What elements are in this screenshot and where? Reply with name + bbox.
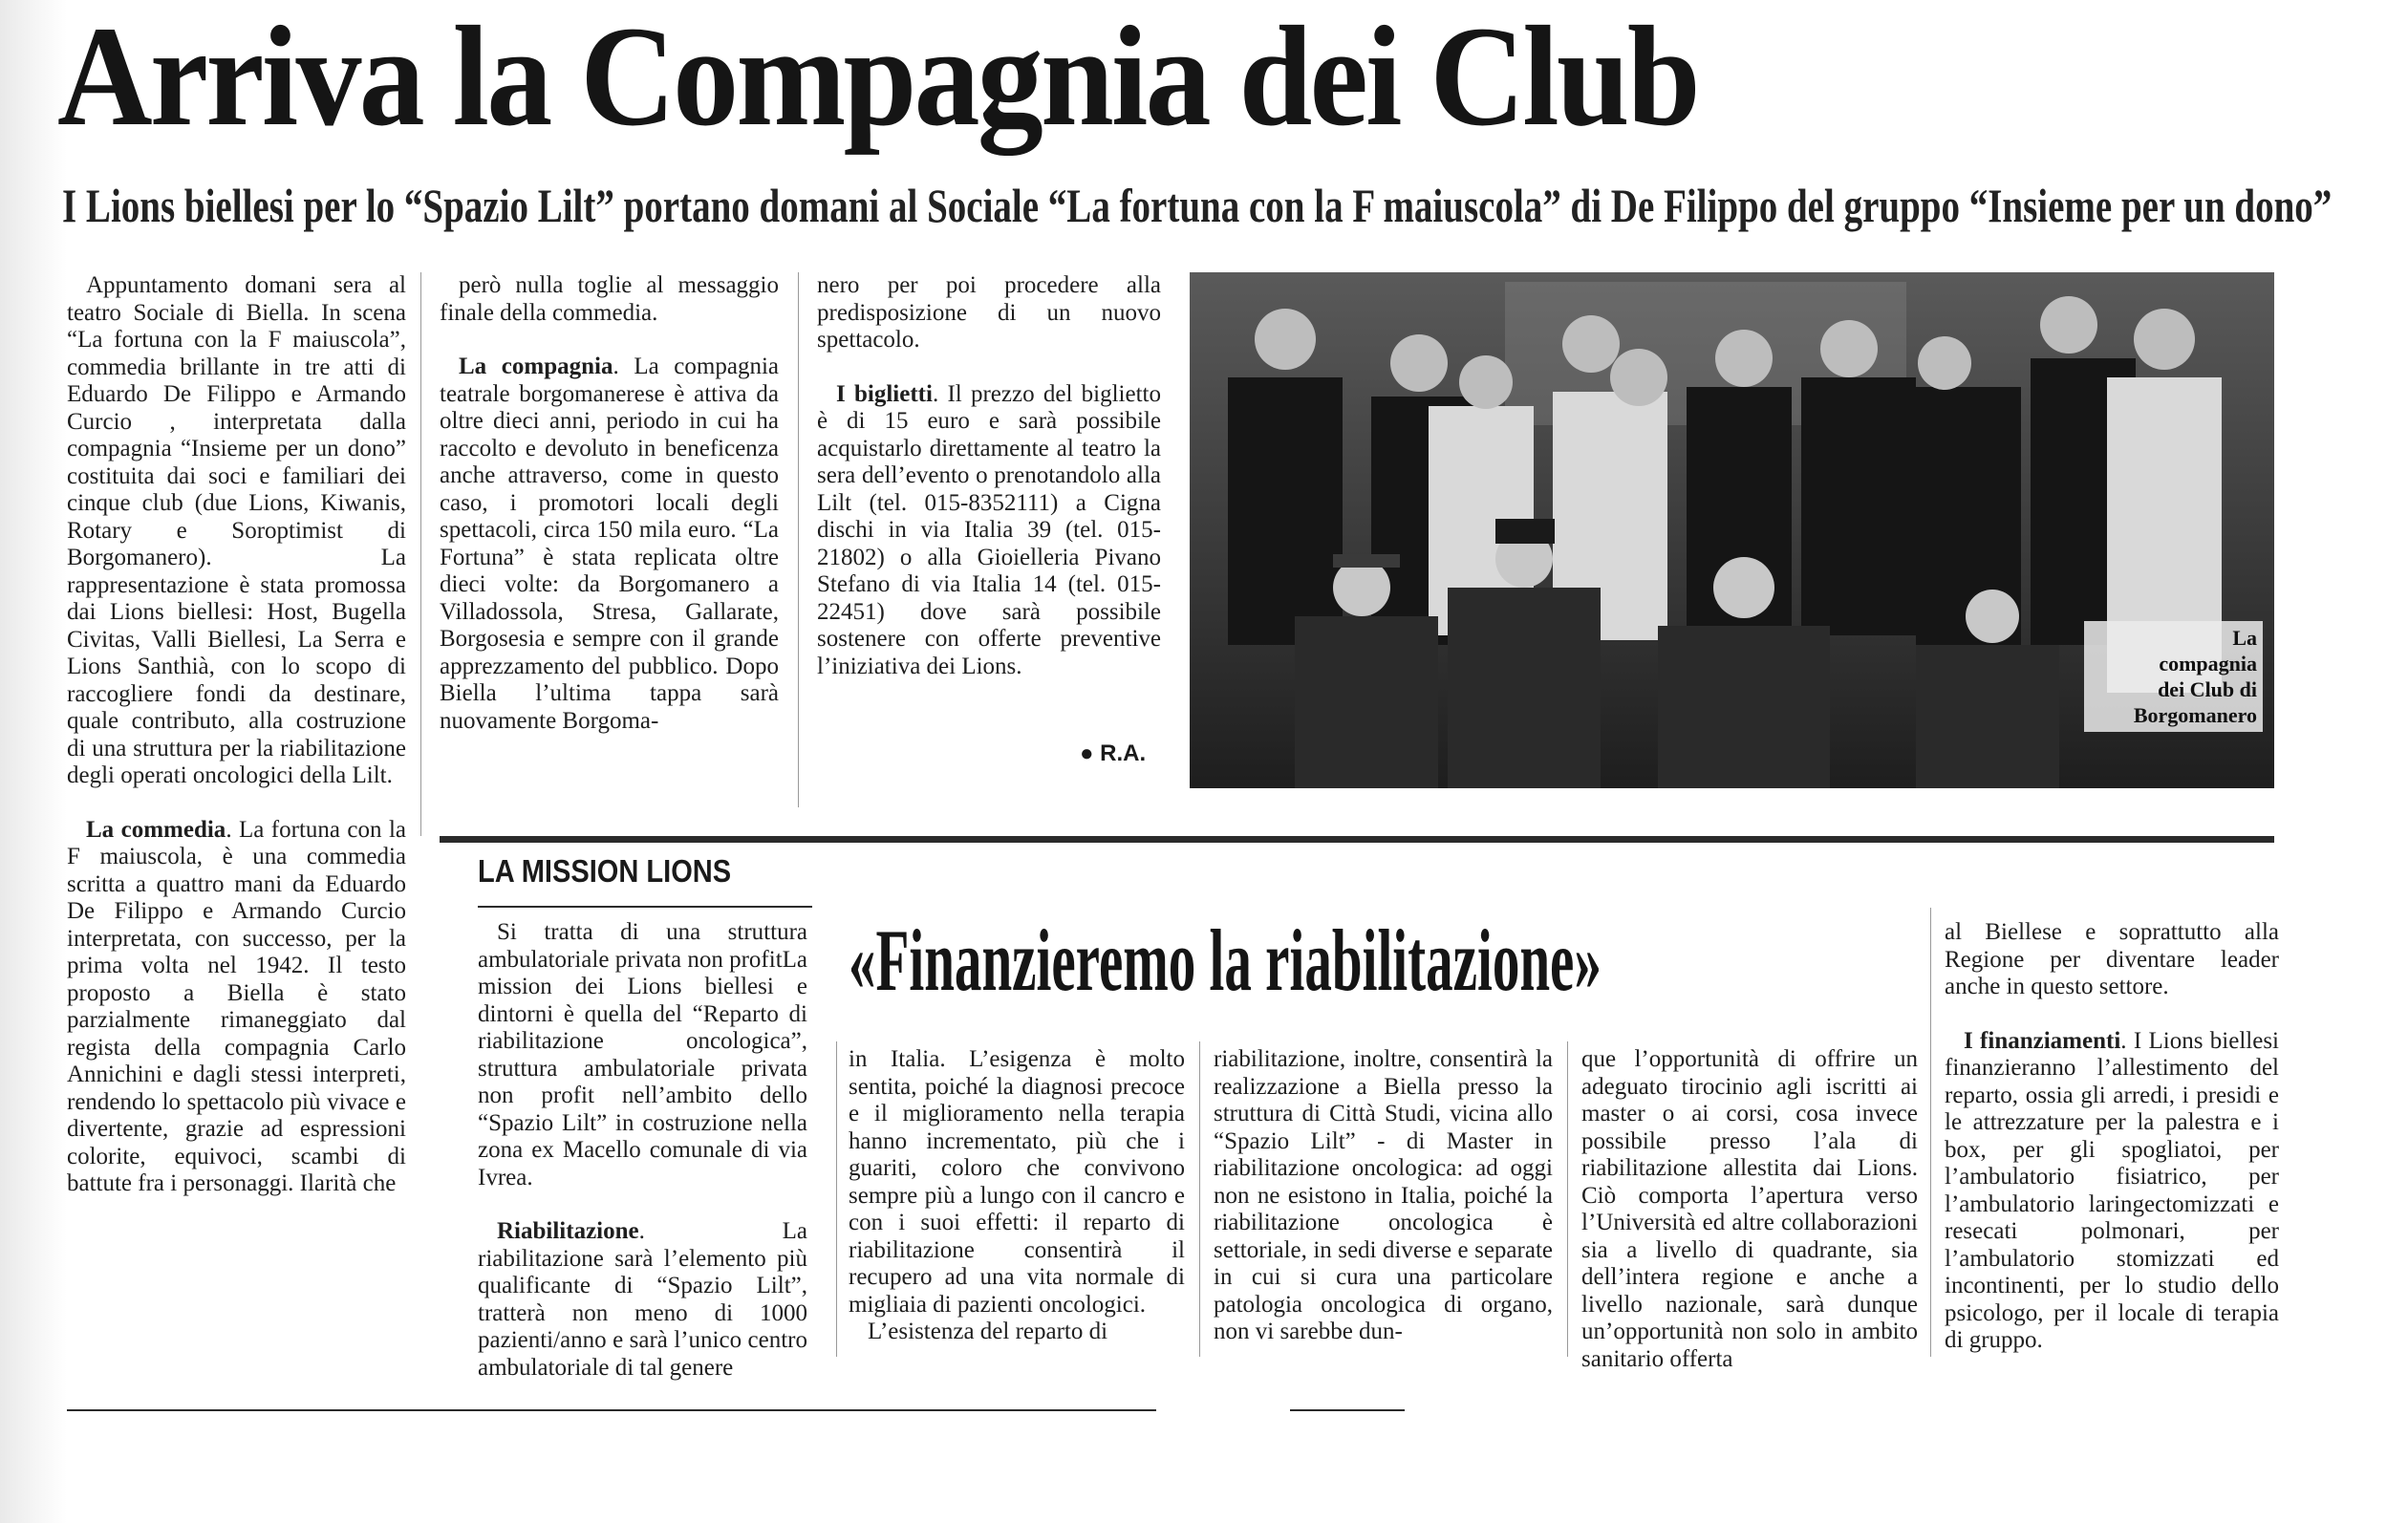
column-divider-4 [1199, 1041, 1200, 1357]
box-column-5 [1945, 919, 2279, 1355]
box-column-2-closing: L’esistenza del reparto di [868, 1319, 1108, 1344]
box-column-1 [478, 919, 807, 1382]
column-2-continuation: però nulla toglie al messaggio finale della commedia. [440, 272, 779, 326]
box-column-4-text: que l’opportunità di offrire un adeguato tirocinio agli iscritti ai master o ai corsi, cosa invece possibile presso l’ala di riabilitazione allestita dai Lions. Ciò comporta l’apertura verso l’Università ed altre collaborazioni sia a livello di quadrante, sia dell’intera regione e anche a livello nazionale, sarà dunque un’opportunità non solo in ambito sanitario offerta [1581, 1046, 1918, 1372]
column-3-continuation: nero per poi procedere alla predisposizione di un nuovo spettacolo. [817, 272, 1161, 353]
article-column-3 [817, 272, 1161, 680]
bottom-rule-left [67, 1409, 1156, 1411]
section-lead-biglietti: I biglietti [836, 380, 933, 407]
box-column-2 [849, 1046, 1185, 1346]
column-divider-3 [836, 1041, 837, 1357]
column-2-compagnia [440, 354, 779, 735]
section-lead-commedia: La commedia [86, 816, 226, 843]
column-1-commedia [67, 817, 406, 1198]
box-column-5-continuation: al Biellese e soprattutto alla Regione per diventare leader anche in questo settore. [1945, 919, 2279, 999]
column-1-commedia-text: . La fortuna con la F maiuscola, è una commedia scritta a quattro mani da Eduardo De Filippo e Armando Curcio interpretata, con successo, per la prima volta nel 1942. Il testo proposto a Biella è stato parzialmente rimaneggiato dal regista della compagnia Carlo Annichini e dagli stessi interpreti, rendendo lo spettacolo più vivace e divertente, grazie ad espressioni colorite, equivoci, scambi di battute fra i personaggi. Ilarità che [67, 816, 406, 1196]
box-column-1-intro: Si tratta di una struttura ambulatoriale privata non profitLa mission dei Lions biellesi e dintorni è quella del “Reparto di riabilitazione oncologica”, struttura ambulatoriale privata non profit nell’ambito dello “Spazio Lilt” in costruzione nella zona ex Macello comunale di via Ivrea. [478, 919, 808, 1191]
scan-shadow [0, 0, 67, 1523]
column-divider-5 [1567, 1041, 1568, 1357]
article-column-1 [67, 272, 406, 1198]
photo-caption-line-2: compagnia [2159, 652, 2257, 676]
box-top-rule [440, 836, 2274, 843]
section-lead-finanziamenti: I finanziamenti [1964, 1027, 2121, 1054]
article-column-2 [440, 272, 779, 735]
column-2-compagnia-text: . La compagnia teatrale borgomanerese è attiva da oltre dieci anni, periodo in cui ha raccolto e devoluto in beneficenza anche attraverso, come in questo caso, i promotori locali degli spettacoli, circa 150 mila euro. “La Fortuna” è stata replicata oltre dieci volte: da Borgomanero a Villadossola, Stresa, Gallarate, Borgosesia e sempre con il grande apprezzamento del pubblico. Dopo Biella l’ultima tappa sarà nuovamente Borgoma- [440, 354, 779, 734]
photo-caption-line-1: La [2232, 626, 2257, 650]
column-divider-1 [420, 272, 421, 836]
box-column-1-riabilitazione-text: . La riabilitazione sarà l’elemento più qualificante di “Spazio Lilt”, tratterà non meno di 1000 pazienti/anno e sarà l’unico centro ambulatoriale di tal genere [478, 1218, 807, 1381]
column-divider-2 [798, 272, 799, 807]
section-lead-compagnia: La compagnia [459, 354, 613, 379]
headline: Arriva la Compagnia dei Club [57, 0, 1698, 156]
box-column-3 [1214, 1046, 1553, 1346]
box-column-4 [1581, 1046, 1918, 1373]
section-lead-riabilitazione: Riabilitazione [497, 1218, 639, 1244]
photo-caption-line-4: Borgomanero [2133, 703, 2257, 727]
box-column-2-text: in Italia. L’esigenza è molto sentita, poiché la diagnosi precoce e il miglioramento nella terapia hanno incrementato, più che i guariti, coloro che convivono sempre più a lungo con il cancro e con i suoi effetti: il reparto di riabilitazione consentirà il recupero ad una vita normale di migliaia di pazienti oncologici. [849, 1046, 1185, 1318]
column-1-intro: Appuntamento domani sera al teatro Sociale di Biella. In scena “La fortuna con la F maiuscola”, commedia brillante in tre atti di Eduardo De Filippo e Armando Curcio , interpretata dalla compagnia “Insieme per un dono” costituita dai soci e familiari dei cinque club (due Lions, Kiwanis, Rotary e Soroptimist di Borgomanero). La rappresentazione è stata promossa dai Lions biellesi: Host, Bugella Civitas, Valli Biellesi, La Serra e Lions Santhià, con lo scopo di raccogliere fondi da destinare, quale contributo, alla costruzione di una struttura per la riabilitazione degli operati oncologici della Lilt. [67, 272, 406, 788]
box-column-3-text: riabilitazione, inoltre, consentirà la realizzazione a Biella presso la struttura di Città Studi, vicina allo “Spazio Lilt” - di Master in riabilitazione oncologica: ad oggi non ne esistono in Italia, poiché la riabilitazione oncologica è settoriale, in sedi diverse e separate in cui si cura una particolare patologia oncologica di organo, non vi sarebbe dun- [1214, 1046, 1553, 1344]
author-signature: ● R.A. [1080, 740, 1147, 766]
box-title-underline [478, 906, 812, 908]
group-photo [1190, 272, 2274, 788]
photo-caption [2084, 621, 2263, 732]
column-3-biglietti-text: . Il prezzo del biglietto è di 15 euro e sarà possibile acquistarlo direttamente al teatro la sera dell’evento o prenotandolo alla Lilt (tel. 015-8352111) a Cigna dischi in via Italia 39 (tel. 015-21802) o alla Gioielleria Pivano Stefano di via Italia 14 (tel. 015-22451) dove sarà possibile sostenere con offerte preventive l’iniziativa dei Lions. [817, 380, 1161, 679]
box-column-5-finanziamenti-text: . I Lions biellesi finanzieranno l’allestimento del reparto, ossia gli arredi, i presidi e le attrezzature per la palestra e i box, per gli spogliatoi, per l’ambulatorio fisiatrico, per l’ambulatorio laringectomizzati e resecati polmonari, per l’ambulatorio stomizzati ed incontinenti, per lo studio dello psicologo, per il locale di terapia di gruppo. [1945, 1027, 2279, 1353]
box-column-5-finanziamenti [1945, 1028, 2279, 1355]
bottom-rule-right [1290, 1409, 1405, 1411]
box-title: LA MISSION LIONS [478, 853, 732, 889]
photo-caption-line-3: dei Club di [2158, 677, 2257, 701]
column-3-biglietti [817, 381, 1161, 681]
box-quote-headline: «Finanzieremo la riabilitazione» [849, 912, 1602, 1009]
column-divider-6 [1930, 908, 1931, 1357]
box-column-1-riabilitazione [478, 1218, 807, 1382]
subheadline: I Lions biellesi per lo “Spazio Lilt” portano domani al Sociale “La fortuna con la F maiuscola” di De Filippo del gruppo “Insieme per un dono” [62, 179, 2333, 232]
